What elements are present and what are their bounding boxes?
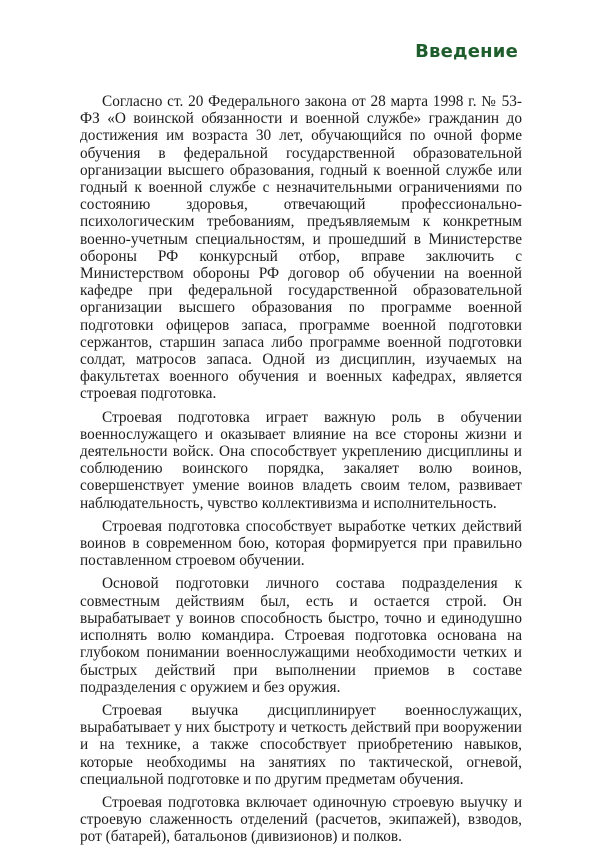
paragraph-6: Строевая подготовка включает одиночную строевую выучку и строевую слаженность отделений (расчетов, экипажей), взводов, рот (батарей), батальонов (дивизионов) и полков.	[80, 793, 522, 846]
paragraph-4: Основой подготовки личного состава подразделения к совместным действиям был, есть и остается строй. Он вырабатывает у воинов способность быстро, точно и единодушно исполнять волю командира. Строевая подготовка основана на глубоком понимании военнослужащими необходимости четких и быстрых действий при выполнении приемов в составе подразделения с оружием и без оружия.	[80, 575, 522, 696]
page-title: Введение	[415, 41, 518, 62]
body-text	[80, 93, 522, 852]
paragraph-5: Строевая выучка дисциплинирует военнослужащих, вырабатывает у них быстроту и четкость действий при вооружении и на технике, а также способствует приобретению навыков, которые необходимы на занятиях по тактической, огневой, специальной подготовке и по другим предметам обучения.	[80, 701, 522, 788]
paragraph-3: Строевая подготовка способствует выработке четких действий воинов в современном бою, которая формируется при правильно поставленном строевом обучении.	[80, 517, 522, 570]
paragraph-2: Строевая подготовка играет важную роль в обучении военнослужащего и оказывает влияние на все стороны жизни и деятельности войск. Она способствует укреплению дисциплины и соблюдению воинского порядка, закаляет волю воинов, совершенствует умение воинов владеть своим телом, развивает наблюдательность, чувство коллективизма и исполнительность.	[80, 408, 522, 512]
paragraph-1: Согласно ст. 20 Федерального закона от 28 марта 1998 г. № 53-ФЗ «О воинской обязанности и военной службе» гражданин до достижения им возраста 30 лет, обучающийся по очной форме обучения в федеральной государственной образовательной организации высшего образования, годный к военной службе или годный к военной службе с незначительными ограничениями по состоянию здоровья, отвечающий профессионально-психологическим требованиям, предъявляемым к конкретным военно-учетным специальностям, и прошедший в Министерстве обороны РФ конкурсный отбор, вправе заключить с Министерством обороны РФ договор об обучении на военной кафедре при федеральной государственной образовательной организации высшего образования по программе военной подготовки офицеров запаса, программе военной подготовки сержантов, старшин запаса либо программе военной подготовки солдат, матросов запаса. Одной из дисциплин, изучаемых на факультетах военного обучения и военных кафедрах, является строевая подготовка.	[80, 93, 522, 403]
